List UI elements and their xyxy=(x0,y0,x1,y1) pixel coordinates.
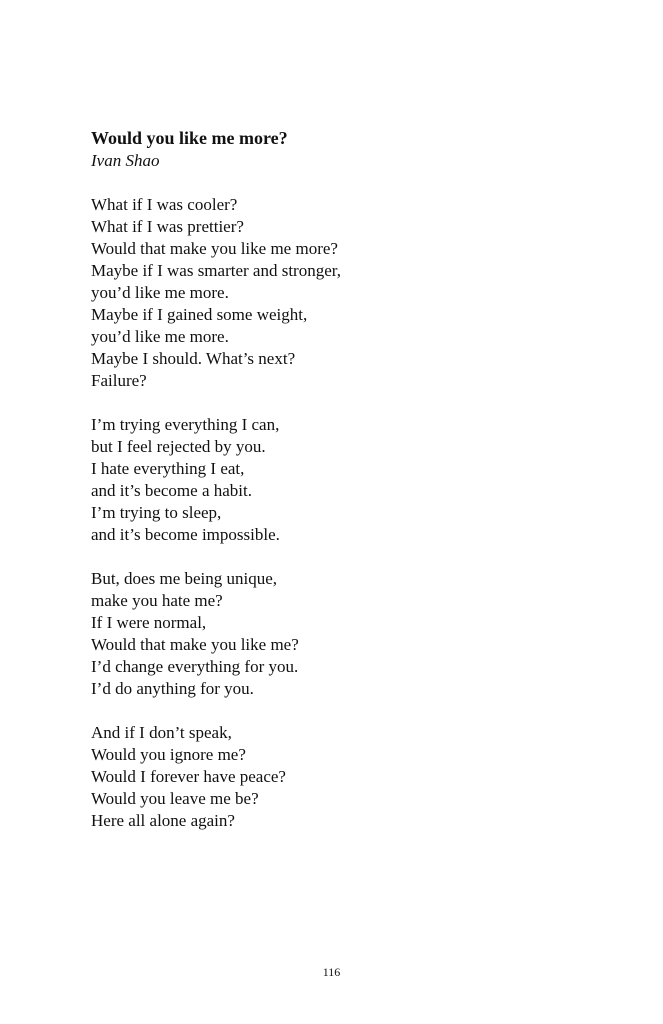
poem-line: But, does me being unique, xyxy=(91,569,278,588)
poem-line: What if I was prettier? xyxy=(91,217,244,236)
poem xyxy=(91,126,591,854)
poem-author: Ivan Shao xyxy=(91,151,160,170)
poem-line: Would you ignore me? xyxy=(91,745,246,764)
poem-line: I’d change everything for you. xyxy=(91,657,299,676)
poem-line: And if I don’t speak, xyxy=(91,723,232,742)
poem-line: make you hate me? xyxy=(91,591,223,610)
poem-line: you’d like me more. xyxy=(91,283,229,302)
poem-line: Here all alone again? xyxy=(91,811,235,830)
page-number: 116 xyxy=(322,965,341,979)
poem-line: I’m trying to sleep, xyxy=(91,503,222,522)
poem-line: Would that make you like me? xyxy=(91,635,299,654)
poem-line: What if I was cooler? xyxy=(91,195,238,214)
stanza xyxy=(91,414,591,546)
poem-line: Would I forever have peace? xyxy=(91,767,286,786)
poem-line: but I feel rejected by you. xyxy=(91,437,266,456)
poem-line: Maybe if I gained some weight, xyxy=(91,305,308,324)
poem-line: and it’s become impossible. xyxy=(91,525,280,544)
poem-line: Maybe if I was smarter and stronger, xyxy=(91,261,341,280)
poem-line: Failure? xyxy=(91,371,147,390)
poem-line: Maybe I should. What’s next? xyxy=(91,349,296,368)
poem-line: Would that make you like me more? xyxy=(91,239,338,258)
stanza xyxy=(91,194,591,392)
stanza xyxy=(91,568,591,700)
stanza xyxy=(91,722,591,832)
poem-line: I hate everything I eat, xyxy=(91,459,245,478)
poem-line: Would you leave me be? xyxy=(91,789,259,808)
poem-line: I’m trying everything I can, xyxy=(91,415,280,434)
poem-line: If I were normal, xyxy=(91,613,207,632)
poem-line: you’d like me more. xyxy=(91,327,229,346)
poem-title: Would you like me more? xyxy=(91,128,288,148)
poem-line: I’d do anything for you. xyxy=(91,679,254,698)
poem-line: and it’s become a habit. xyxy=(91,481,252,500)
